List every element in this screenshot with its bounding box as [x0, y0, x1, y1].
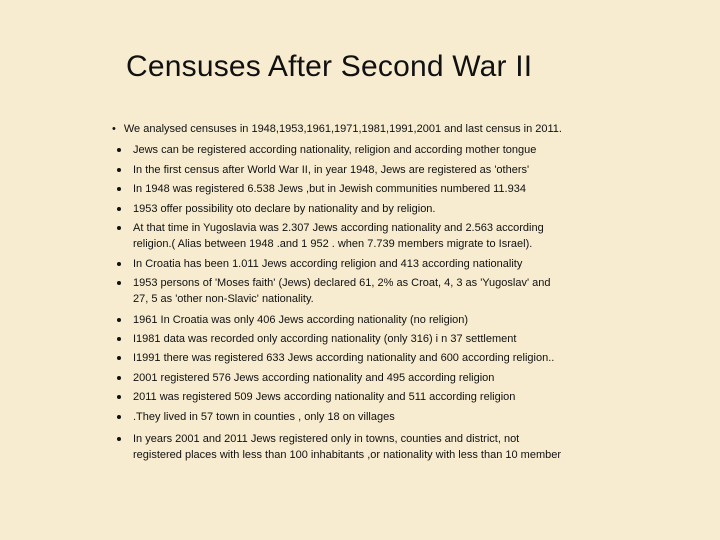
intro-bullet: •: [112, 123, 116, 135]
item-line: registered places with less than 100 inhabitants ,or nationality with less than 10 member: [133, 449, 562, 461]
bullet-dot: [117, 356, 121, 360]
slide-title: Censuses After Second War II: [126, 50, 533, 83]
bullet-dot: [117, 168, 121, 172]
bullet-dot: [117, 395, 121, 399]
bullet-dot: [117, 226, 121, 230]
item-line: In Croatia has been 1.011 Jews according religion and 413 according nationality: [133, 258, 523, 270]
item-line: 1953 persons of 'Moses faith' (Jews) declared 61, 2% as Croat, 4, 3 as 'Yugoslav' and: [133, 277, 551, 289]
bullet-dot: [117, 262, 121, 266]
item-line: 27, 5 as 'other non-Slavic' nationality.: [133, 293, 314, 305]
item-line: In 1948 was registered 6.538 Jews ,but in Jewish communities numbered 11.934: [133, 183, 526, 195]
item-line: religion.( Alias between 1948 .and 1 952 . when 7.739 members migrate to Israel).: [133, 238, 533, 250]
item-line: In years 2001 and 2011 Jews registered only in towns, counties and district, not: [133, 433, 520, 445]
item-line: I1991 there was registered 633 Jews according nationality and 600 according religion..: [133, 352, 555, 364]
bullet-dot: [117, 437, 121, 441]
bullet-dot: [117, 318, 121, 322]
item-line: .They lived in 57 town in counties , only 18 on villages: [133, 411, 395, 423]
bullet-dot: [117, 376, 121, 380]
item-line: At that time in Yugoslavia was 2.307 Jews according nationality and 2.563 according: [133, 222, 544, 234]
bullet-dot: [117, 281, 121, 285]
intro-text: We analysed censuses in 1948,1953,1961,1971,1981,1991,2001 and last census in 2011.: [123, 123, 562, 135]
item-line: Jews can be registered according nationality, religion and according mother tongue: [133, 144, 537, 156]
item-line: 2001 registered 576 Jews according nationality and 495 according religion: [133, 372, 495, 384]
item-line: I1981 data was recorded only according nationality (only 316) i n 37 settlement: [133, 333, 517, 345]
bullet-dot: [117, 187, 121, 191]
item-line: 2011 was registered 509 Jews according nationality and 511 according religion: [133, 391, 516, 403]
item-line: 1961 In Croatia was only 406 Jews according nationality (no religion): [133, 314, 469, 326]
bullet-dot: [117, 415, 121, 419]
item-line: In the first census after World War II, in year 1948, Jews are registered as 'others': [133, 164, 530, 176]
bullet-dot: [117, 337, 121, 341]
item-line: 1953 offer possibility oto declare by nationality and by religion.: [133, 203, 436, 215]
bullet-dot: [117, 207, 121, 211]
bullet-dot: [117, 148, 121, 152]
intro-line: [112, 123, 562, 135]
